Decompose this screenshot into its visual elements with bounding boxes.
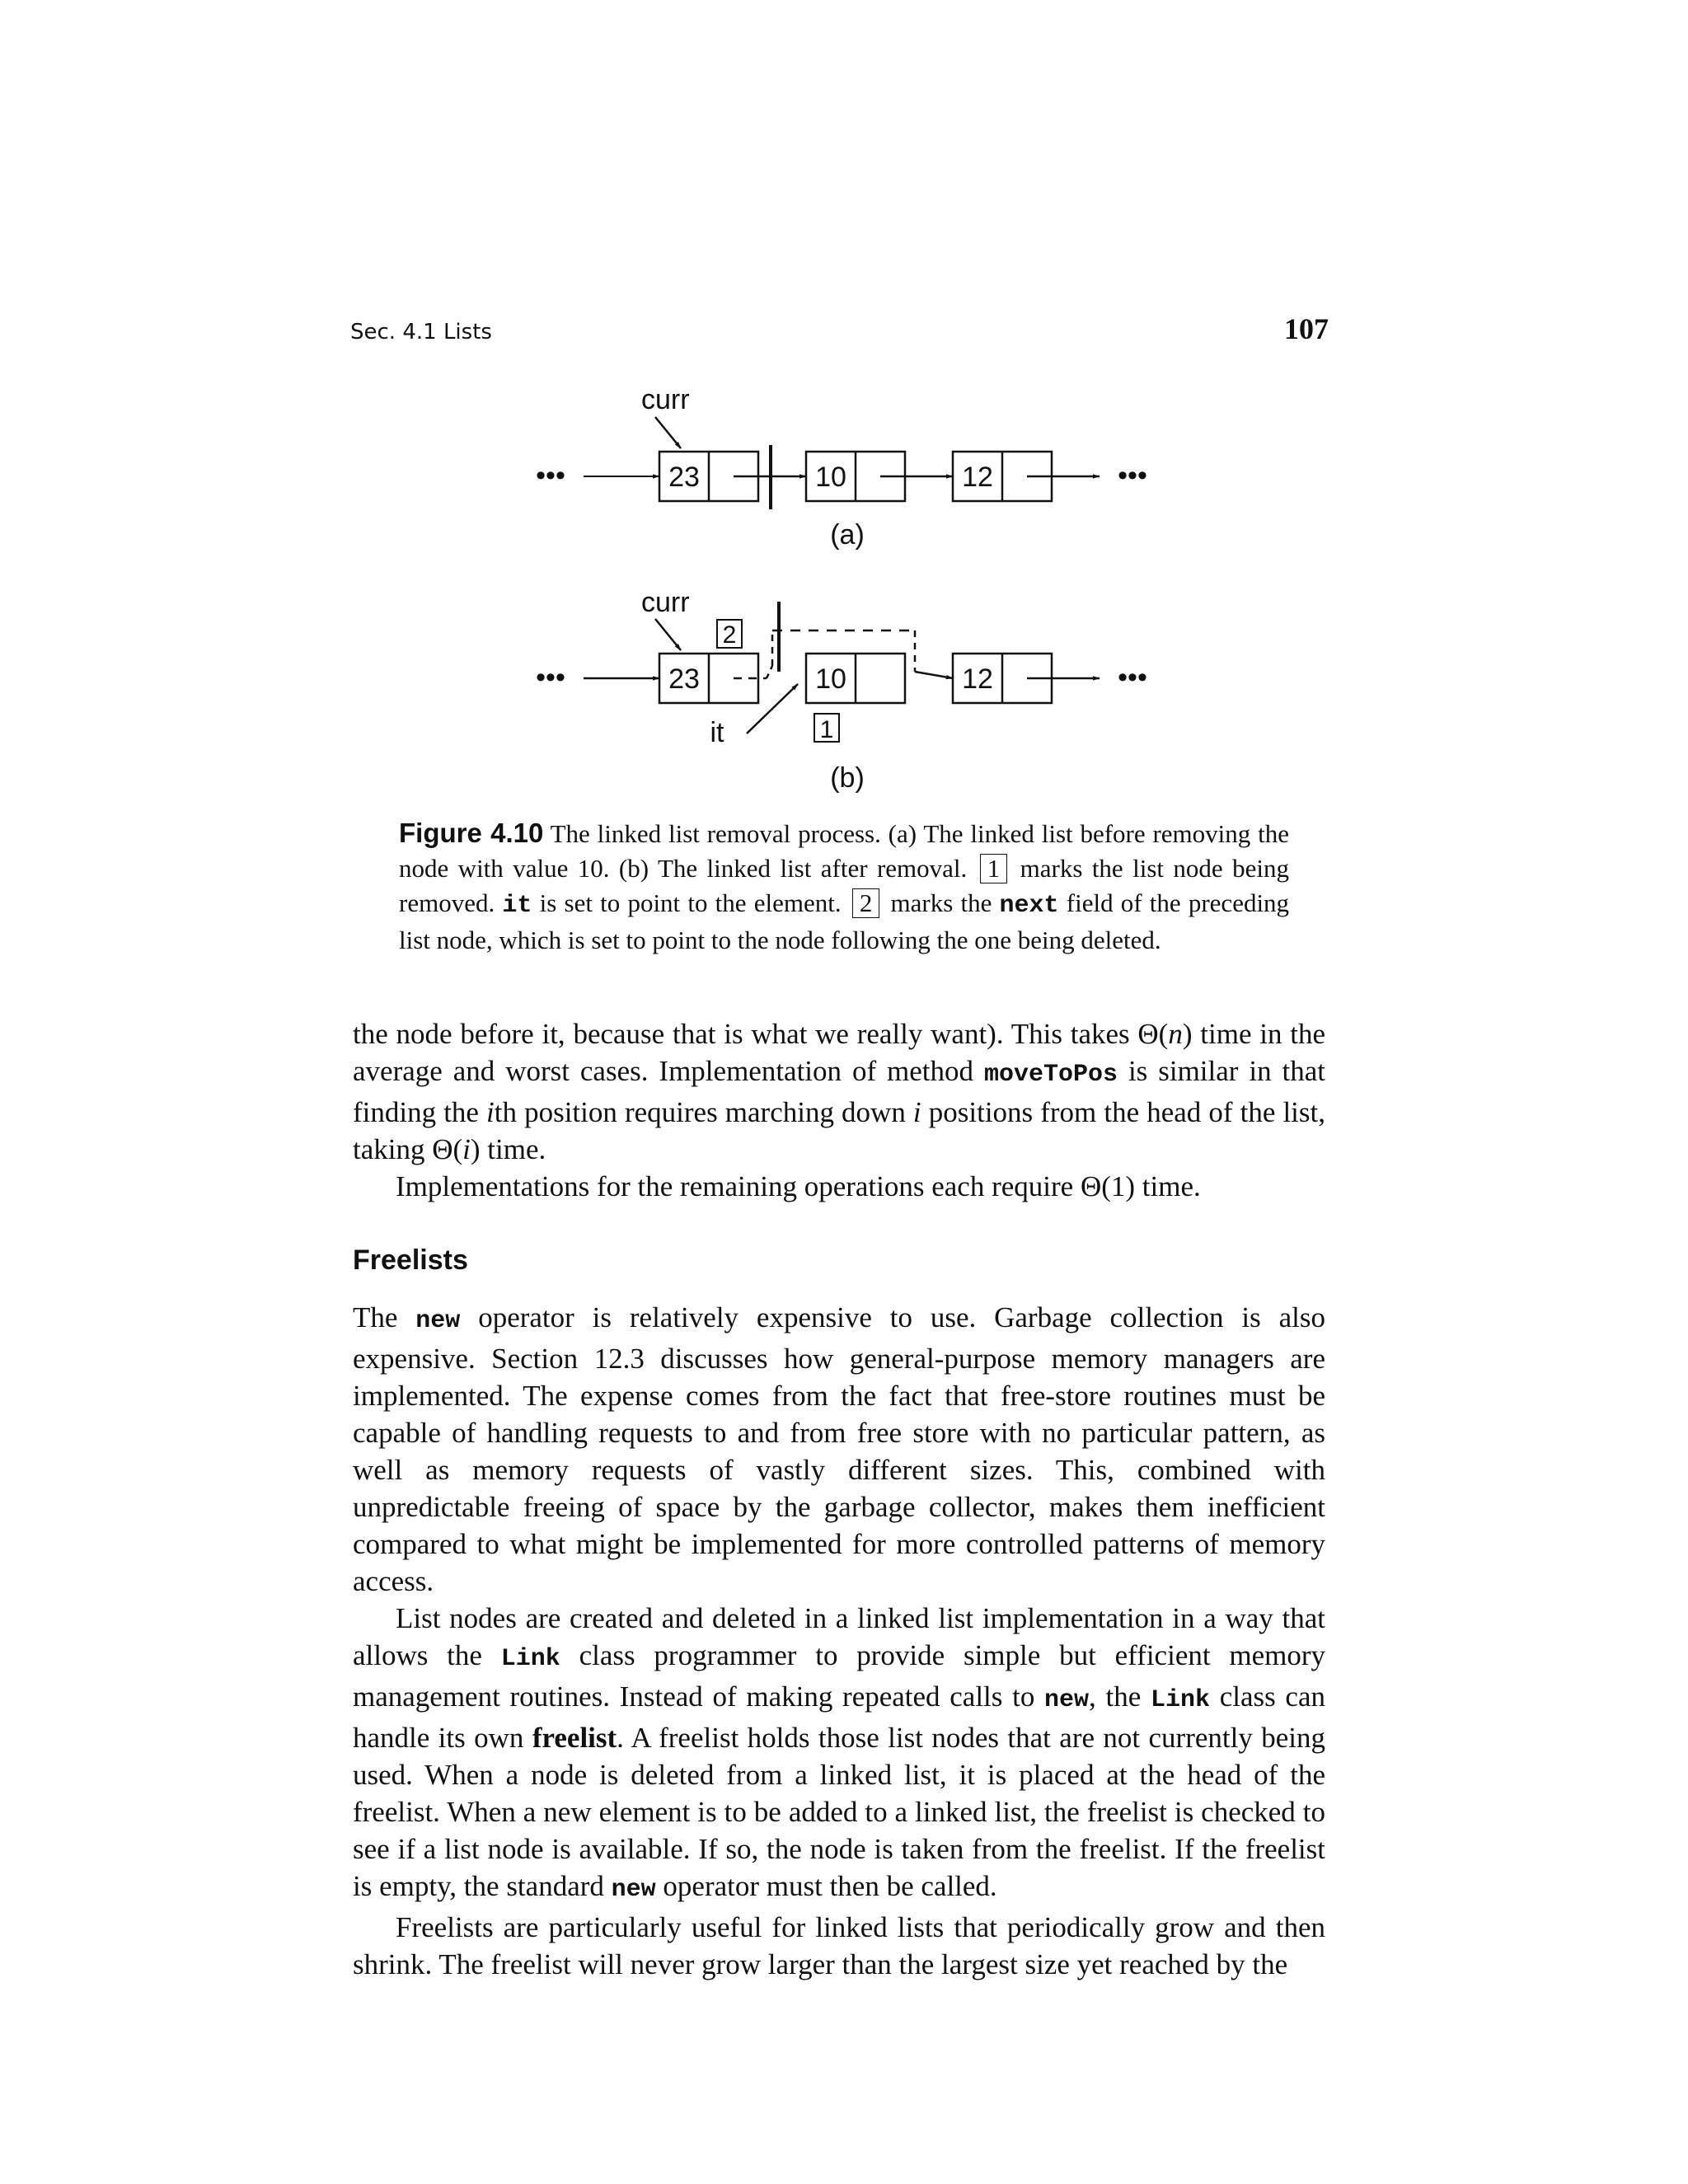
- section-heading: Freelists: [353, 1244, 468, 1276]
- ellipsis-left-a: •••: [536, 460, 565, 491]
- body-lower: [353, 1299, 1325, 1983]
- node-value-a-1: 23: [668, 462, 700, 493]
- p1-f: ) time.: [470, 1133, 546, 1165]
- running-header: Sec. 4.1 Lists: [350, 320, 492, 344]
- caption-label: Figure 4.10: [399, 818, 544, 848]
- node-value-b-3: 12: [962, 663, 993, 695]
- ellipsis-right-a: •••: [1118, 460, 1147, 491]
- curr-label-b: curr: [641, 587, 690, 618]
- ellipsis-left-b: •••: [536, 662, 565, 693]
- p4-b: class programmer to provide simple but efficient memory management routines. Instead of making repeated calls to: [353, 1639, 1326, 1713]
- p4-code-new-2: new: [611, 1876, 656, 1904]
- p1-i1: i: [486, 1096, 495, 1128]
- page-number: 107: [1284, 312, 1329, 345]
- caption-text-3: is set to point to the element.: [539, 888, 842, 917]
- caption-box-1: 1: [980, 854, 1008, 883]
- p4-c: , the: [1089, 1680, 1142, 1713]
- marker-2: 2: [722, 621, 737, 649]
- it-label: it: [710, 717, 724, 748]
- sublabel-b: (b): [830, 762, 865, 794]
- body-upper: [353, 1015, 1325, 1205]
- p1-a: the node before it, because that is what we really want). This takes Θ(: [353, 1018, 1169, 1050]
- caption-box-2: 2: [852, 888, 880, 918]
- linked-list-figure: [0, 0, 1688, 808]
- p4-bold-freelist: freelist: [532, 1722, 617, 1754]
- caption-code-it: it: [502, 892, 532, 920]
- sublabel-a: (a): [830, 519, 865, 551]
- p3-code-new: new: [415, 1307, 461, 1335]
- p4-d: class can handle its own: [353, 1680, 1325, 1754]
- p4-a: List nodes are created and deleted in a linked list implementation in a way that allows the: [353, 1602, 1325, 1671]
- node-value-a-3: 12: [962, 462, 993, 493]
- p4-f: operator must then be called.: [663, 1870, 997, 1902]
- paragraph-2: Implementations for the remaining operations each require Θ(1) time.: [396, 1170, 1201, 1202]
- curr-label-a: curr: [641, 384, 690, 415]
- node-value-b-1: 23: [668, 663, 700, 695]
- marker-1: 1: [819, 716, 834, 743]
- p3-b: operator is relatively expensive to use. Garbage collection is also expensive. Section 12.3 discusses how general-purpose memory managers are implemented. The expense comes from the fact that free-store routines must be capable of handling requests to and from free store with no particular pattern, as well as memory requests of vastly different sizes. This, combined with unpredictable freeing of space by the garbage collector, makes them inefficient compared to what might be implemented for more controlled patterns of memory access.: [353, 1301, 1325, 1597]
- caption-text-1: The linked list removal process. (a) The linked list before removing the node with value 10. (b) The linked list after removal.: [399, 819, 1289, 883]
- p1-b: ) time in the average and worst cases. Implementation of method: [353, 1018, 1325, 1087]
- paragraph-4: [353, 1600, 1325, 1909]
- p1-n: n: [1168, 1018, 1183, 1050]
- p3-a: The: [353, 1301, 398, 1333]
- p1-code-movetopos: moveToPos: [983, 1061, 1118, 1089]
- p1-c: is similar in that finding the: [353, 1055, 1326, 1128]
- p4-e: . A freelist holds those list nodes that are not currently being used. When a node is deleted from a linked list, it is placed at the head of the freelist. When a new element is to be added to a linked list, the freelist is checked to see if a list node is available. If so, the node is taken from the freelist. If the freelist is empty, the standard: [353, 1722, 1325, 1902]
- p4-code-link-2: Link: [1150, 1686, 1210, 1714]
- node-value-a-2: 10: [815, 462, 846, 493]
- p1-d: th position requires marching down: [494, 1096, 906, 1128]
- caption-text-2: marks the list node being removed.: [399, 854, 1289, 917]
- figure-caption: [399, 816, 1289, 958]
- p1-i2: i: [912, 1096, 921, 1128]
- p4-code-link-1: Link: [500, 1645, 560, 1673]
- caption-text-4: marks the: [890, 888, 992, 917]
- caption-code-next: next: [999, 892, 1059, 920]
- caption-text-5: field of the preceding list node, which is set to point to the node following the one being deleted.: [399, 888, 1290, 954]
- p1-i3: i: [462, 1133, 471, 1165]
- paragraph-1: [353, 1015, 1325, 1168]
- paragraph-3: [353, 1299, 1325, 1600]
- paragraph-5: Freelists are particularly useful for linked lists that periodically grow and then shrink. The freelist will never grow larger than the largest size yet reached by the: [353, 1911, 1325, 1980]
- p4-code-new-1: new: [1044, 1686, 1090, 1714]
- ellipsis-right-b: •••: [1118, 662, 1147, 693]
- node-value-b-2: 10: [815, 663, 846, 695]
- p1-e: positions from the head of the list, taking Θ(: [353, 1096, 1326, 1165]
